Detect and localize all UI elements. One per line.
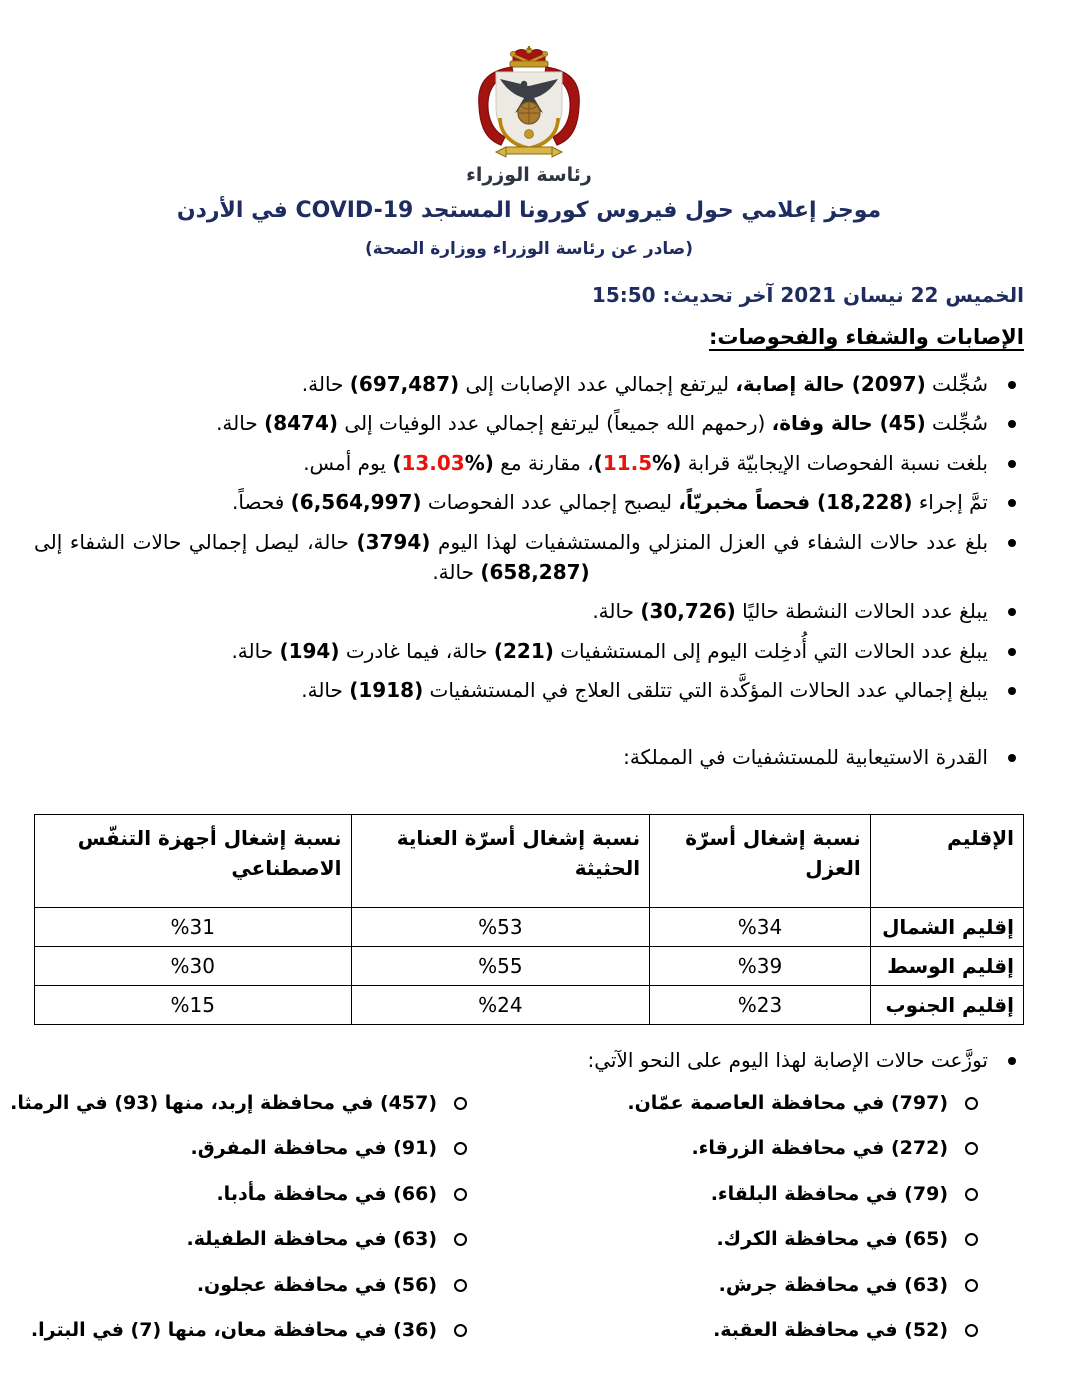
- hollow-circle-icon: [454, 1324, 467, 1337]
- bullet-item: [34, 675, 1024, 705]
- text-segment: (2097) حالة إصابة،: [735, 372, 926, 396]
- bullet-dot-icon: [1008, 687, 1016, 695]
- list-item-text: (79) في محافظة البلقاء.: [710, 1182, 948, 1205]
- jordan-coat-of-arms-logo: [454, 46, 604, 160]
- text-segment: (1918): [349, 678, 424, 703]
- bullet-text: [301, 678, 988, 702]
- text-segment: ، مقارنة مع: [493, 450, 594, 475]
- value-cell: %55: [351, 946, 650, 985]
- text-segment: (45) حالة وفاة،: [771, 411, 926, 436]
- table-header-cell: نسبة إشغال أسرّة العناية الحثيثة: [351, 814, 650, 907]
- hollow-circle-icon: [965, 1233, 978, 1246]
- text-segment: القدرة الاستيعابية للمستشفيات في المملكة:: [623, 744, 988, 769]
- list-item: [34, 1180, 469, 1209]
- text-segment: (8474): [264, 411, 339, 436]
- list-item-text: (36) في محافظة معان، منها (7) في البترا.: [30, 1319, 437, 1342]
- text-segment: سُجِّلت: [925, 411, 988, 436]
- distribution-heading-text: توزَّعت حالات الإصابة لهذا اليوم على النحو الآتي:: [587, 1047, 988, 1072]
- hospital-capacity-table: [34, 814, 1024, 1025]
- distribution-column-left: [10, 1089, 529, 1362]
- value-cell: %23: [650, 985, 871, 1024]
- hollow-circle-icon: [454, 1188, 467, 1201]
- text-segment: حالة.: [231, 638, 280, 663]
- hollow-circle-icon: [965, 1097, 978, 1110]
- text-segment: بلغت نسبة الفحوصات الإيجابيّة قرابة: [681, 450, 988, 475]
- bullet-text: [216, 411, 988, 435]
- list-item-text: (457) في محافظة إربد، منها (93) في الرمثا.: [10, 1091, 437, 1114]
- region-cell: إقليم الجنوب: [870, 985, 1023, 1024]
- bullet-item: [34, 527, 1024, 588]
- bullet-dot-icon: [1008, 381, 1016, 389]
- text-segment: يبلغ إجمالي عدد الحالات المؤكَّدة التي تتلقى العلاج في المستشفيات: [423, 678, 988, 703]
- text-segment: ): [392, 450, 402, 475]
- text-segment: 11.5: [602, 450, 653, 475]
- text-segment: (697,487): [349, 372, 460, 396]
- text-segment: حالة، ليصل إجمالي حالات الشفاء إلى: [34, 529, 357, 554]
- text-segment: تمَّ إجراء: [912, 490, 988, 515]
- bullet-dot-icon: [1008, 539, 1016, 547]
- text-segment: (%: [464, 450, 494, 475]
- text-segment: حالة.: [301, 372, 350, 396]
- bullet-item: [34, 369, 1024, 399]
- hollow-circle-icon: [965, 1279, 978, 1292]
- hollow-circle-icon: [965, 1188, 978, 1201]
- list-item: [529, 1271, 980, 1300]
- table-header-cell: نسبة إشغال أجهزة التنفّس الاصطناعي: [35, 814, 352, 907]
- text-segment: (%: [652, 450, 682, 475]
- value-cell: %39: [650, 946, 871, 985]
- text-segment: يوم أمس.: [303, 450, 393, 475]
- text-segment: حالة.: [592, 599, 641, 624]
- date-line: الخميس 22 نيسان 2021 آخر تحديث: 15:50: [591, 283, 1024, 307]
- text-segment: يبلغ عدد الحالات النشطة حاليًا: [735, 599, 988, 624]
- bullet-text: [302, 372, 988, 396]
- text-segment: ): [593, 450, 603, 475]
- bullet-item: [34, 636, 1024, 666]
- bullet-dot-icon: [1008, 420, 1016, 428]
- text-segment: (194): [279, 638, 340, 663]
- bullet-dot-icon: [1008, 608, 1016, 616]
- list-item-text: (56) في محافظة عجلون.: [196, 1273, 437, 1296]
- hollow-circle-icon: [965, 1324, 978, 1337]
- bullet-dot-icon: [1008, 460, 1016, 468]
- table-header-row: [35, 814, 1024, 907]
- section-heading: الإصابات والشفاء والفحوصات:: [709, 325, 1024, 349]
- header-logo-block: [34, 46, 1024, 186]
- distribution-heading: [34, 1045, 1024, 1075]
- text-segment: (18,228) فحصاً مخبريّاً،: [678, 490, 913, 515]
- list-item: [529, 1180, 980, 1209]
- text-segment: (رحمهم الله جميعاً) ليرتفع إجمالي عدد الوفيات إلى: [338, 411, 772, 436]
- list-item-text: (272) في محافظة الزرقاء.: [691, 1137, 948, 1160]
- bullet-text: [592, 599, 988, 623]
- text-segment: فحصاً.: [232, 490, 291, 515]
- text-segment: (30,726): [640, 599, 736, 624]
- list-item-text: (65) في محافظة الكرك.: [716, 1228, 948, 1251]
- text-segment: (658,287): [480, 559, 590, 584]
- list-item-text: (63) في محافظة الطفيلة.: [186, 1228, 437, 1251]
- text-segment: يبلغ عدد الحالات التي أُدخِلت اليوم إلى المستشفيات: [553, 638, 988, 663]
- region-cell: إقليم الوسط: [870, 946, 1023, 985]
- bullet-text: [34, 530, 988, 584]
- text-segment: حالة.: [432, 559, 481, 584]
- table-header-cell: نسبة إشغال أسرّة العزل: [650, 814, 871, 907]
- list-item: [34, 1271, 469, 1300]
- page-title: موجز إعلامي حول فيروس كورونا المستجد COVID-19 في الأردن: [176, 198, 882, 223]
- list-item: [34, 1225, 469, 1254]
- text-segment: (221): [493, 638, 554, 663]
- hollow-circle-icon: [454, 1097, 467, 1110]
- capacity-table-head: [35, 814, 1024, 907]
- bullet-text: [232, 490, 988, 514]
- text-segment: ليصبح إجمالي عدد الفحوصات: [421, 490, 679, 515]
- organization-calligraphy: رئاسة الوزراء: [466, 164, 592, 186]
- list-item-text: (52) في محافظة العقبة.: [713, 1319, 948, 1342]
- bullet-item: [34, 742, 1024, 772]
- bullet-item: [34, 448, 1024, 478]
- text-segment: سُجِّلت: [925, 372, 988, 396]
- text-segment: (3794): [356, 529, 431, 554]
- value-cell: %53: [351, 907, 650, 946]
- bullets-list: [34, 369, 1024, 772]
- bullet-dot-icon: [1008, 754, 1016, 762]
- region-cell: إقليم الشمال: [870, 907, 1023, 946]
- bullet-dot-icon: [1008, 648, 1016, 656]
- list-item: [529, 1089, 980, 1118]
- table-row: [35, 946, 1024, 985]
- text-segment: بلغ عدد حالات الشفاء في العزل المنزلي والمستشفيات لهذا اليوم: [430, 529, 989, 554]
- bullet-dot-icon: [1008, 499, 1016, 507]
- list-item: [529, 1316, 980, 1345]
- table-header-cell: الإقليم: [870, 814, 1023, 907]
- list-item-text: (797) في محافظة العاصمة عمّان.: [627, 1091, 948, 1114]
- hollow-circle-icon: [454, 1279, 467, 1292]
- text-segment: 13.03: [401, 450, 465, 475]
- list-item-text: (63) في محافظة جرش.: [718, 1273, 948, 1296]
- list-item: [10, 1089, 469, 1118]
- text-segment: حالة.: [216, 411, 265, 436]
- list-item-text: (66) في محافظة مأدبا.: [216, 1182, 437, 1205]
- value-cell: %30: [35, 946, 352, 985]
- bullet-text: [623, 745, 988, 769]
- hollow-circle-icon: [454, 1142, 467, 1155]
- value-cell: %34: [650, 907, 871, 946]
- distribution-columns: [10, 1089, 1024, 1362]
- value-cell: %15: [35, 985, 352, 1024]
- text-segment: حالة، فيما غادرت: [339, 638, 494, 663]
- table-row: [35, 985, 1024, 1024]
- list-item-text: (91) في محافظة المفرق.: [190, 1137, 437, 1160]
- text-segment: (6,564,997): [290, 490, 422, 515]
- capacity-table-body: [35, 907, 1024, 1024]
- bullet-item: [34, 596, 1024, 626]
- hollow-circle-icon: [454, 1233, 467, 1246]
- bullet-text: [303, 451, 988, 475]
- distribution-column-right: [529, 1089, 1024, 1362]
- list-item: [529, 1134, 980, 1163]
- table-row: [35, 907, 1024, 946]
- bullet-item: [34, 408, 1024, 438]
- bullet-dot-icon: [1008, 1057, 1016, 1065]
- value-cell: %24: [351, 985, 650, 1024]
- text-segment: حالة.: [301, 678, 350, 703]
- list-item: [30, 1316, 469, 1345]
- list-item: [529, 1225, 980, 1254]
- page-subtitle: (صادر عن رئاسة الوزراء ووزارة الصحة): [365, 239, 693, 259]
- bullet-text: [231, 639, 988, 663]
- bullet-item: [34, 487, 1024, 517]
- list-item: [34, 1134, 469, 1163]
- hollow-circle-icon: [965, 1142, 978, 1155]
- value-cell: %31: [35, 907, 352, 946]
- text-segment: ليرتفع إجمالي عدد الإصابات إلى: [459, 372, 736, 396]
